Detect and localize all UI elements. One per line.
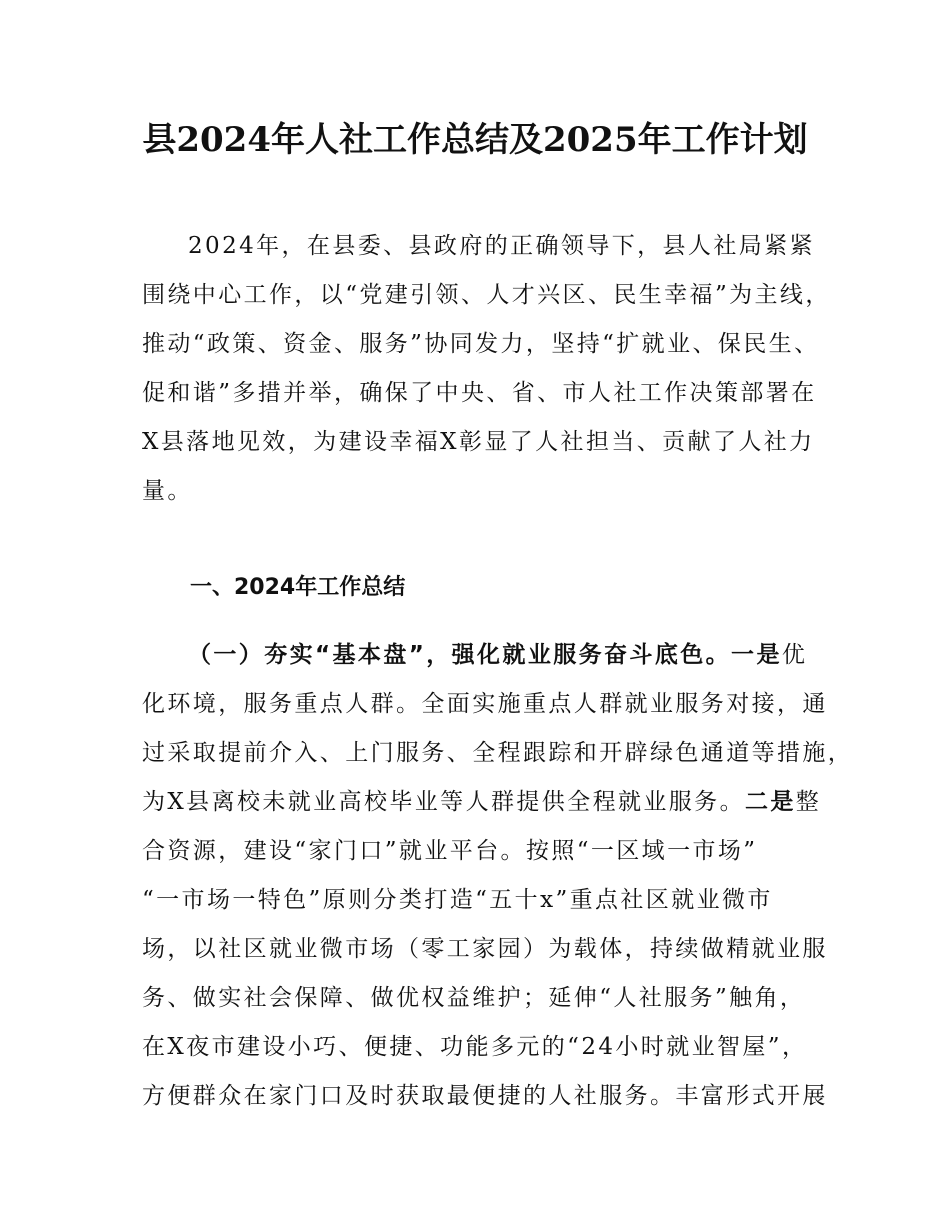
section-heading: 一、2024年工作总结 [190,575,406,600]
body-line: 在X夜市建设小巧、便捷、功能多元的“24小时就业智屋”， [142,1034,808,1060]
intro-line: 促和谐”多措并举，确保了中央、省、市人社工作决策部署在 [142,380,817,406]
body-line: 方便群众在家门口及时获取最便捷的人社服务。丰富形式开展 [142,1083,828,1109]
intro-line: 围绕中心工作，以“党建引领、人才兴区、民生幸福”为主线， [142,282,831,308]
body-line: 过采取提前介入、上门服务、全程跟踪和开辟绿色通道等措施， [142,740,854,766]
body-line: 务、做实社会保障、做优权益维护；延伸“人社服务”触角， [142,985,806,1011]
intro-line: 量。 [142,478,193,504]
subsection-paragraph [142,631,854,1121]
first-point-text: 优 [781,642,808,668]
body-line: 场，以社区就业微市场（零工家园）为载体，持续做精就业服 [142,936,828,962]
document-title: 县2024年人社工作总结及2025年工作计划 [142,120,808,160]
subsection-heading: （一）夯实“基本盘”，强化就业服务奋斗底色。 [188,642,732,668]
intro-line: 2024年，在县委、县政府的正确领导下，县人社局紧紧 [188,233,815,259]
subsection-first-line [142,631,822,680]
body-line: 合资源，建设“家门口”就业平台。按照“一区域一市场” [142,838,758,864]
body-line: “一市场一特色”原则分类打造“五十x”重点社区就业微市 [142,887,773,913]
second-point-label: 二是 [744,789,796,815]
body-line-with-label [142,778,822,827]
first-point-label: 一是 [731,642,782,668]
body-line: 化环境，服务重点人群。全面实施重点人群就业服务对接，通 [142,691,828,717]
intro-paragraph [142,222,831,516]
intro-line: 推动“政策、资金、服务”协同发力，坚持“扩就业、保民生、 [142,331,820,357]
second-point-text: 整 [795,789,822,815]
intro-line: X县落地见效，为建设幸福X彰显了人社担当、贡献了人社力 [142,429,815,455]
body-text: 为X县离校未就业高校毕业等人群提供全程就业服务。 [142,789,745,815]
